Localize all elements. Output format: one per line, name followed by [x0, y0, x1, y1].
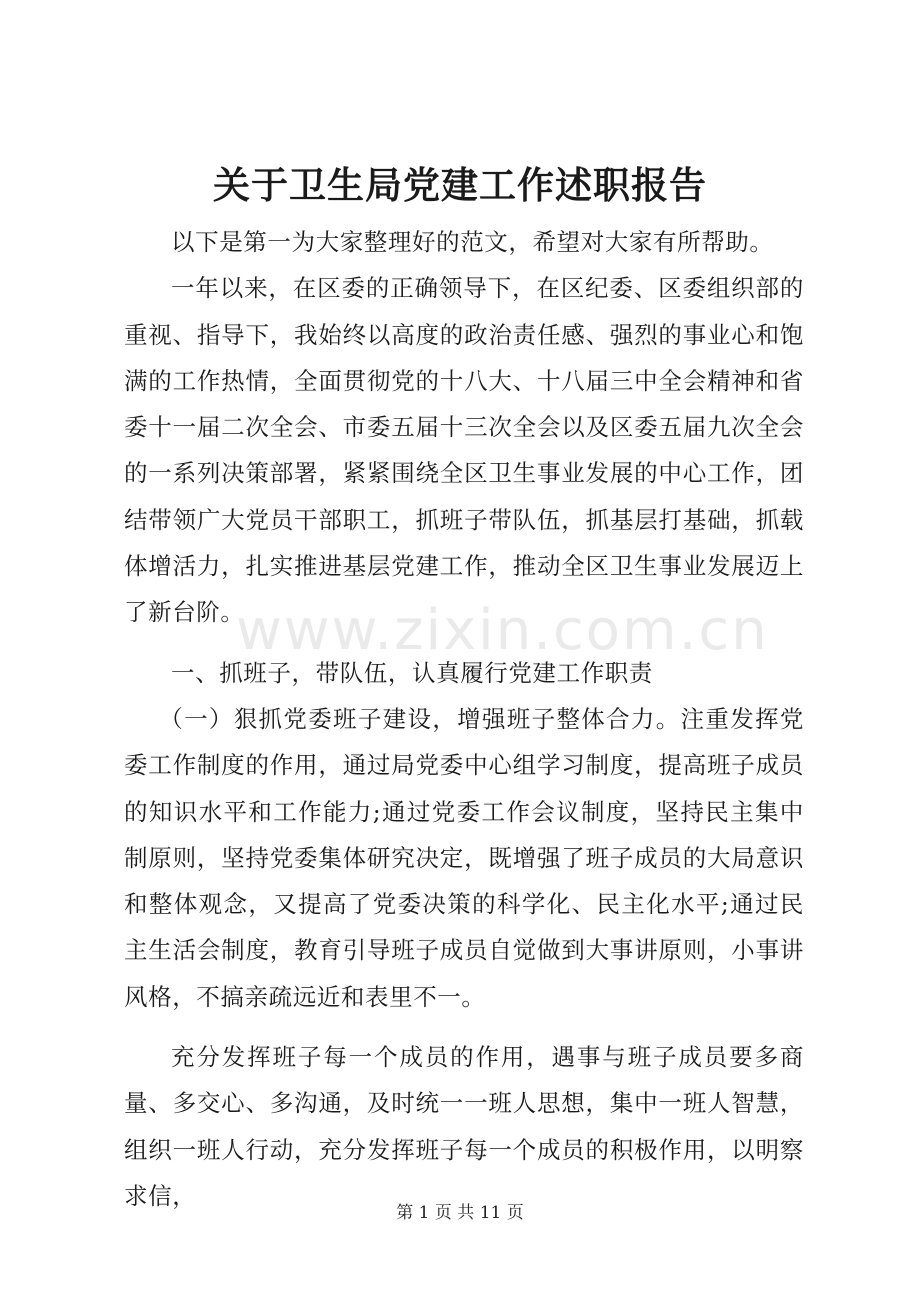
body-paragraph: （一）狠抓党委班子建设，增强班子整体合力。注重发挥党委工作制度的作用，通过局党委中心组学习制度，提高班子成员的知识水平和工作能力;通过党委工作会议制度，坚持民主集中制原则，坚持党委集体研究决定，既增强了班子成员的大局意识和整体观念，又提高了党委决策的科学化、民主化水平;通过民主生活会制度，教育引导班子成员自觉做到大事讲原则，小事讲风格，不搞亲疏远近和表里不一。 [124, 704, 804, 1011]
document-body [124, 219, 804, 1219]
section-heading: 一、抓班子，带队伍，认真履行党建工作职责 [171, 658, 653, 687]
page-footer: 第 1 页 共 11 页 [396, 1203, 524, 1223]
document-title: 关于卫生局党建工作述职报告 [213, 163, 707, 207]
watermark: www.zixin.com.cn [236, 598, 769, 663]
body-paragraph: 一年以来，在区委的正确领导下，在区纪委、区委组织部的重视、指导下，我始终以高度的政治责任感、强烈的事业心和饱满的工作热情，全面贯彻党的十八大、十八届三中全会精神和省委十一届二次全会、市委五届十三次全会以及区委五届九次全会的一系列决策部署，紧紧围绕全区卫生事业发展的中心工作，团结带领广大党员干部职工，抓班子带队伍，抓基层打基础，抓载体增活力，扎实推进基层党建工作，推动全区卫生事业发展迈上了新台阶。 [124, 274, 804, 627]
body-paragraph: 充分发挥班子每一个成员的作用，遇事与班子成员要多商量、多交心、多沟通，及时统一一班人思想，集中一班人智慧，组织一班人行动，充分发挥班子每一个成员的积极作用，以明察求信， [124, 1043, 804, 1210]
intro-paragraph: 以下是第一为大家整理好的范文，希望对大家有所帮助。 [171, 228, 774, 256]
